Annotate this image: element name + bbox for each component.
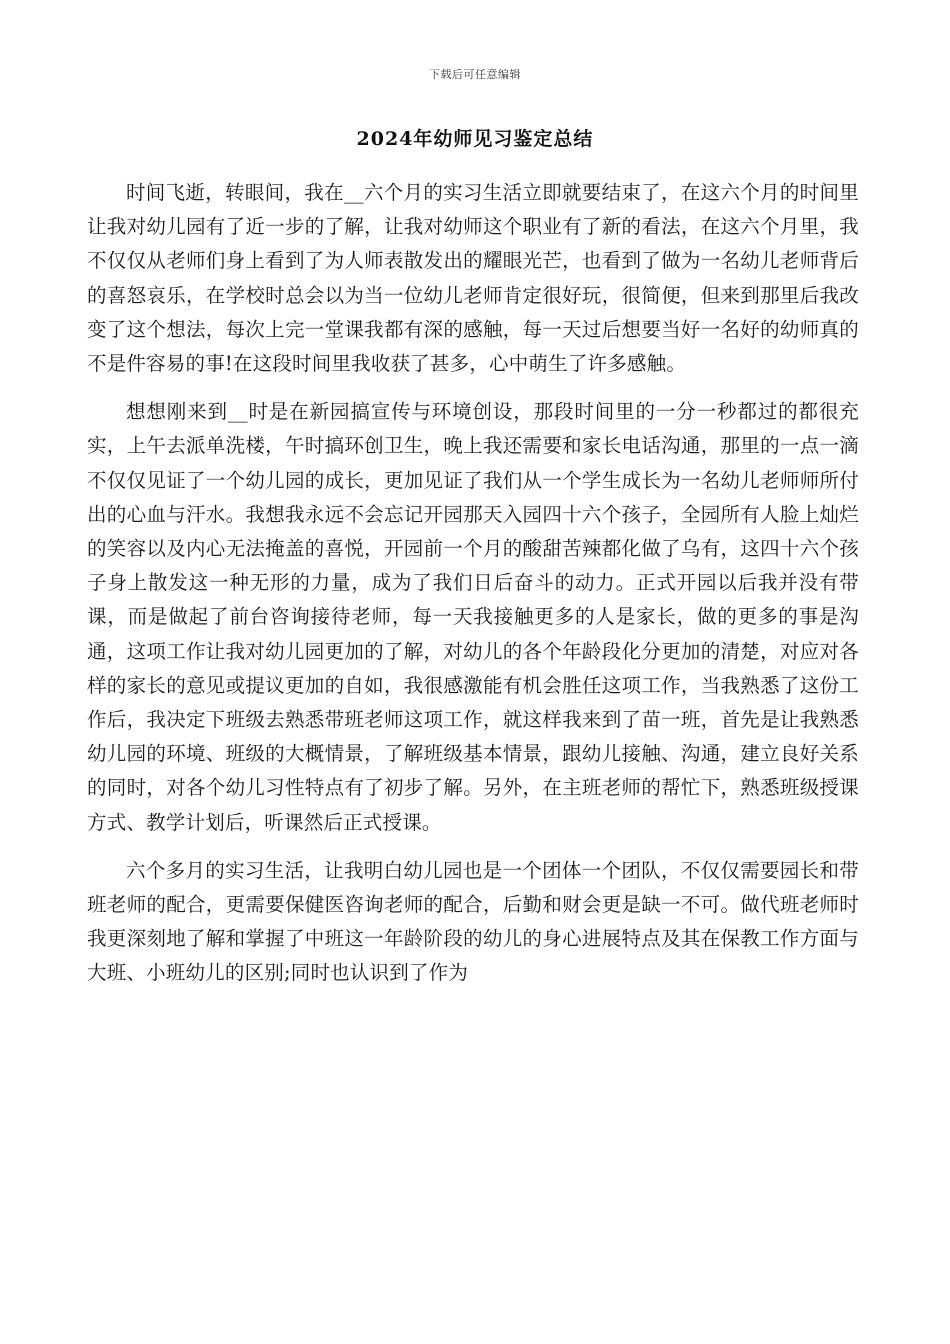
header-note: 下载后可任意编辑 — [429, 68, 521, 81]
paragraph-2: 想想刚来到__时是在新园搞宣传与环境创设，那段时间里的一分一秒都过的都很充实，上午去派单洗楼，午时搞环创卫生，晚上我还需要和家长电话沟通，那里的一点一滴不仅仅见证了一个幼儿园的成长，更加见证了我们从一个学生成长为一名幼儿老师师所付出的心血与汗水。我想我永远不会忘记开园那天入园四十六个孩子，全园所有人脸上灿烂的笑容以及内心无法掩盖的喜悦，开园前一个月的酸甜苦辣都化做了乌有，这四十六个孩子身上散发这一种无形的力量，成为了我们日后奋斗的动力。正式开园以后我并没有带课，而是做起了前台咨询接待老师，每一天我接触更多的人是家长，做的更多的事是沟通，这项工作让我对幼儿园更加的了解，对幼儿的各个年龄段化分更加的清楚，对应对各样的家长的意见或提议更加的自如，我很感激能有机会胜任这项工作，当我熟悉了这份工作后，我决定下班级去熟悉带班老师这项工作，就这样我来到了苗一班，首先是让我熟悉幼儿园的环境、班级的大概情景，了解班级基本情景，跟幼儿接触、沟通，建立良好关系的同时，对各个幼儿习性特点有了初步了解。另外，在主班老师的帮忙下，熟悉班级授课方式、教学计划后，听课然后正式授课。 — [87, 400, 859, 834]
document-body — [87, 176, 859, 1005]
paragraph-1: 时间飞逝，转眼间，我在__六个月的实习生活立即就要结束了，在这六个月的时间里让我对幼儿园有了近一步的了解，让我对幼师这个职业有了新的看法，在这六个月里，我不仅仅从老师们身上看到了为人师表散发出的耀眼光芒，也看到了做为一名幼儿老师背后的喜怒哀乐，在学校时总会以为当一位幼儿老师肯定很好玩，很简便，但来到那里后我改变了这个想法，每次上完一堂课我都有深的感触，每一天过后想要当好一名好的幼师真的不是件容易的事!在这段时间里我收获了甚多，心中萌生了许多感触。 — [87, 181, 859, 376]
page-title: 2024年幼师见习鉴定总结 — [356, 128, 594, 150]
paragraph-3: 六个多月的实习生活，让我明白幼儿园也是一个团体一个团队，不仅仅需要园长和带班老师的配合，更需要保健医咨询老师的配合，后勤和财会更是缺一不可。做代班老师时我更深刻地了解和掌握了中班这一年龄阶段的幼儿的身心进展特点及其在保教工作方面与大班、小班幼儿的区别;同时也认识到了作为 — [87, 858, 859, 985]
